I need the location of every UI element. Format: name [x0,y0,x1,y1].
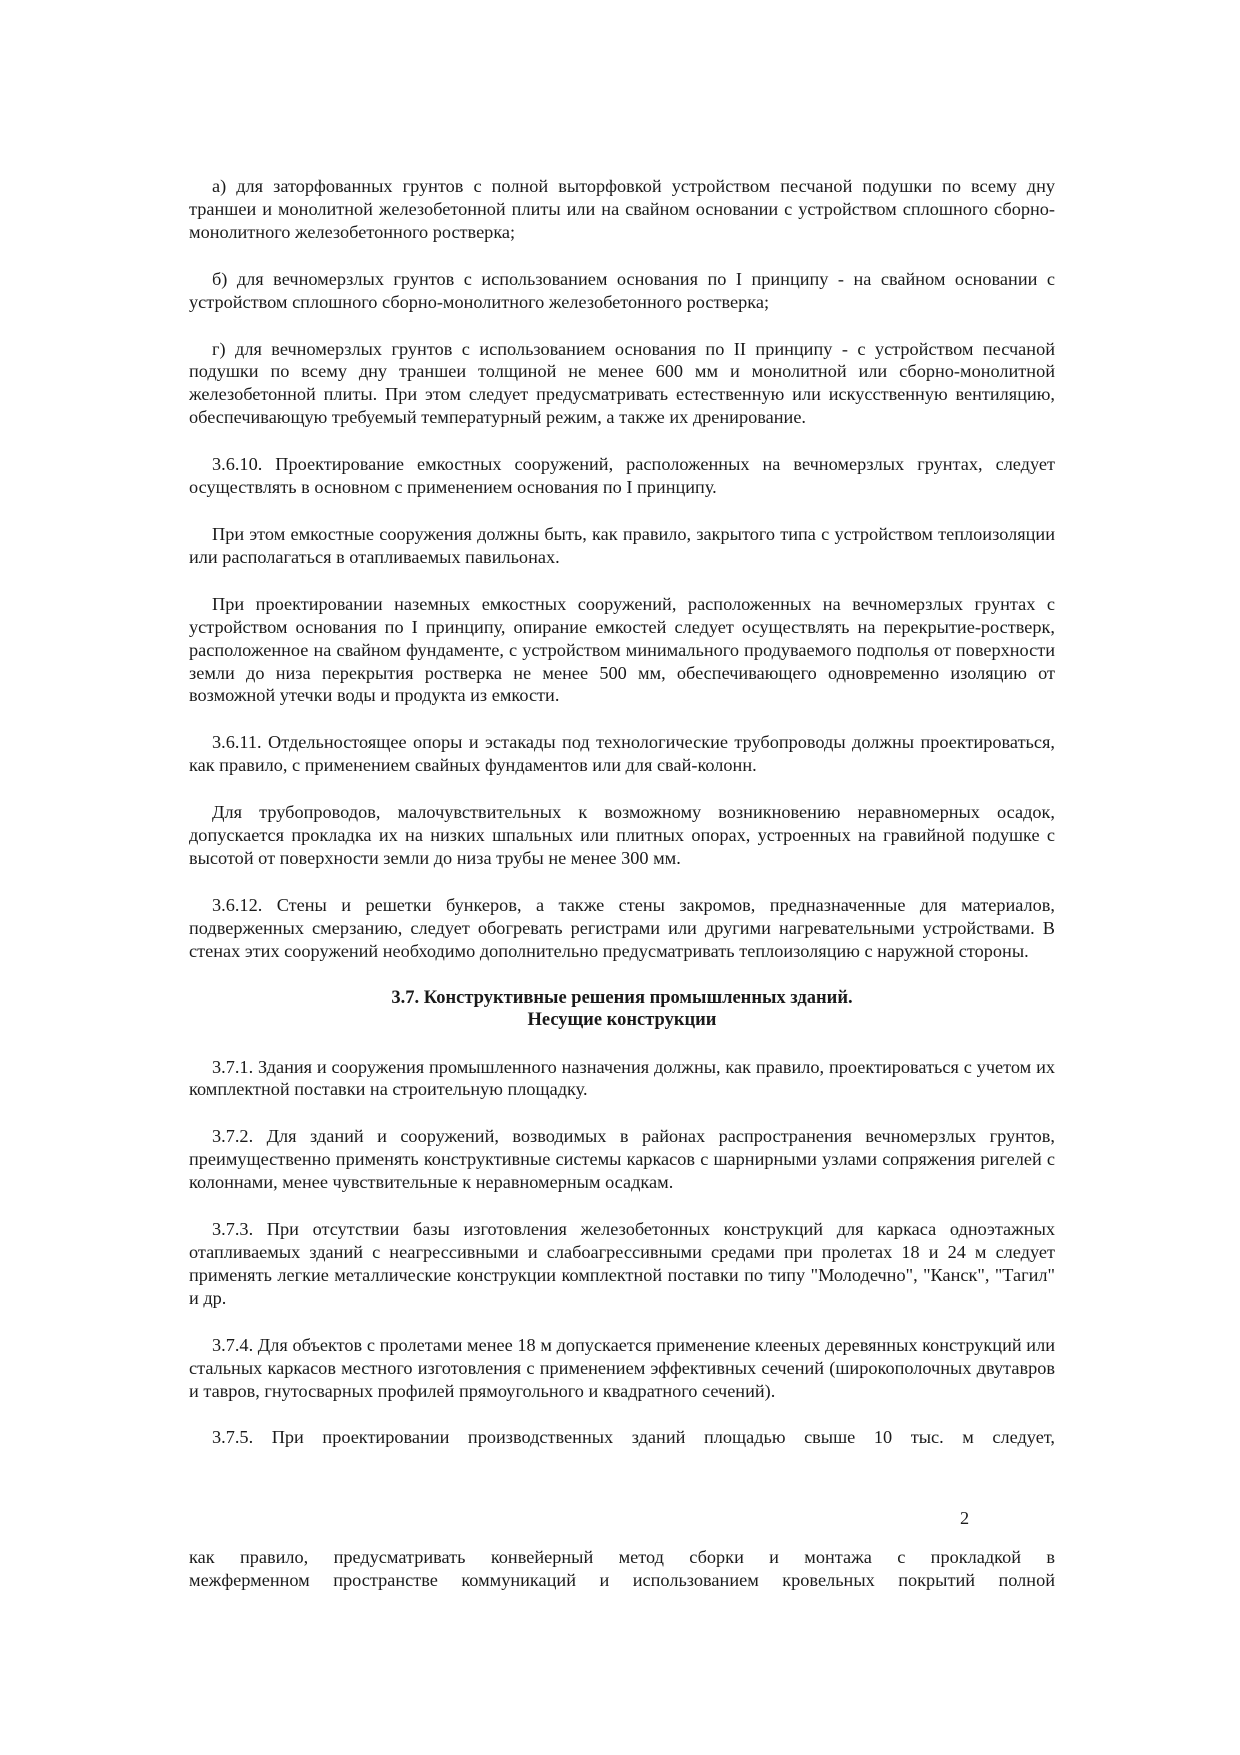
paragraph-3-7-1: 3.7.1. Здания и сооружения промышленного назначения должны, как правило, проектироваться с учетом их комплектной поставки на строительную площадку. [189,1056,1055,1100]
paragraph-3-7-5: 3.7.5. При проектировании производственных зданий площадью свыше 10 тыс. м следует, [212,1427,1055,1448]
superscript-marker: 2 [960,1508,970,1528]
section-heading-line1: 3.7. Конструктивные решения промышленных зданий. [391,987,853,1008]
paragraph-3-6-10-tanks: При этом емкостные сооружения должны быть, как правило, закрытого типа с устройством теплоизоляции или располагаться в отапливаемых павильонах. [189,523,1055,567]
continued-text [189,1546,1055,1592]
paragraph-3-7-2: 3.7.2. Для зданий и сооружений, возводимых в районах распространения вечномерзлых грунтов, преимущественно применять конструктивные системы каркасов с шарнирными узлами сопряжения ригелей с колоннами, менее чувствительные к неравномерным осадкам. [189,1126,1055,1193]
paragraph-3-6-11: 3.6.11. Отдельностоящее опоры и эстакады под технологические трубопроводы должны проектироваться, как правило, с применением свайных фундаментов или для свай-колонн. [189,732,1055,776]
section-heading-3-7 [189,987,1055,1032]
paragraph-3-6-10-ground-tanks: При проектировании наземных емкостных сооружений, расположенных на вечномерзлых грунтах с устройством основания по I принципу, опирание емкостей следует осуществлять на перекрытие-ростверк, расположенное на свайном фундаменте, с устройством минимального продуваемого подполья от поверхности земли до низа перекрытия ростверка не менее 500 мм, обеспечивающего одновременно изоляцию от возможной утечки воды и продукта из емкости. [189,593,1055,706]
paragraph-g: г) для вечномерзлых грунтов с использованием основания по II принципу - с устройством песчаной подушки по всему дну траншеи толщиной не менее 600 мм и монолитной или сборно-монолитной железобетонной плиты. При этом следует предусматривать естественную или искусственную вентиляцию, обеспечивающую требуемый температурный режим, а также их дренирование. [189,338,1055,428]
section-heading-line2: Несущие конструкции [527,1010,717,1031]
paragraph-b: б) для вечномерзлых грунтов с использованием основания по I принципу - на свайном основании с устройством сплошного сборно-монолитного железобетонного ростверка; [189,268,1055,312]
paragraph-3-7-3: 3.7.3. При отсутствии базы изготовления железобетонных конструкций для каркаса одноэтажных отапливаемых зданий с неагрессивными и слабоагрессивными средами при пролетах 18 и 24 м следует применять легкие металлические конструкции комплектной поставки по типу "Молодечно", "Канск", "Тагил" и др. [189,1219,1055,1308]
paragraph-3-7-4: 3.7.4. Для объектов с пролетами менее 18 м допускается применение клееных деревянных конструкций или стальных каркасов местного изготовления с применением эффективных сечений (широкополочных двутавров и тавров, гнутосварных профилей прямоугольного и квадратного сечений). [189,1334,1055,1401]
continued-line-1: как правило, предусматривать конвейерный метод сборки и монтажа с прокладкой в [189,1547,1055,1567]
paragraph-3-6-12: 3.6.12. Стены и решетки бункеров, а также стены закромов, предназначенные для материалов, подверженных смерзанию, следует обогревать регистрами или другими нагревательными устройствами. В стенах этих сооружений необходимо дополнительно предусматривать теплоизоляцию с наружной стороны. [189,894,1055,961]
document-body [189,175,1055,1473]
paragraph-a: а) для заторфованных грунтов с полной выторфовкой устройством песчаной подушки по всему дну траншеи и монолитной железобетонной плиты или на свайном основании с устройством сплошного сборно-монолитного железобетонного ростверка; [189,176,1055,242]
paragraph-3-6-10: 3.6.10. Проектирование емкостных сооружений, расположенных на вечномерзлых грунтах, следует осуществлять в основном с применением основания по I принципу. [189,454,1055,498]
continued-line-2: межферменном пространстве коммуникаций и использованием кровельных покрытий полной [189,1569,1055,1590]
paragraph-3-6-11-pipelines: Для трубопроводов, малочувствительных к возможному возникновению неравномерных осадок, допускается прокладка их на низких шпальных или плитных опорах, устроенных на гравийной подушке с высотой от поверхности земли до низа трубы не менее 300 мм. [189,802,1055,868]
